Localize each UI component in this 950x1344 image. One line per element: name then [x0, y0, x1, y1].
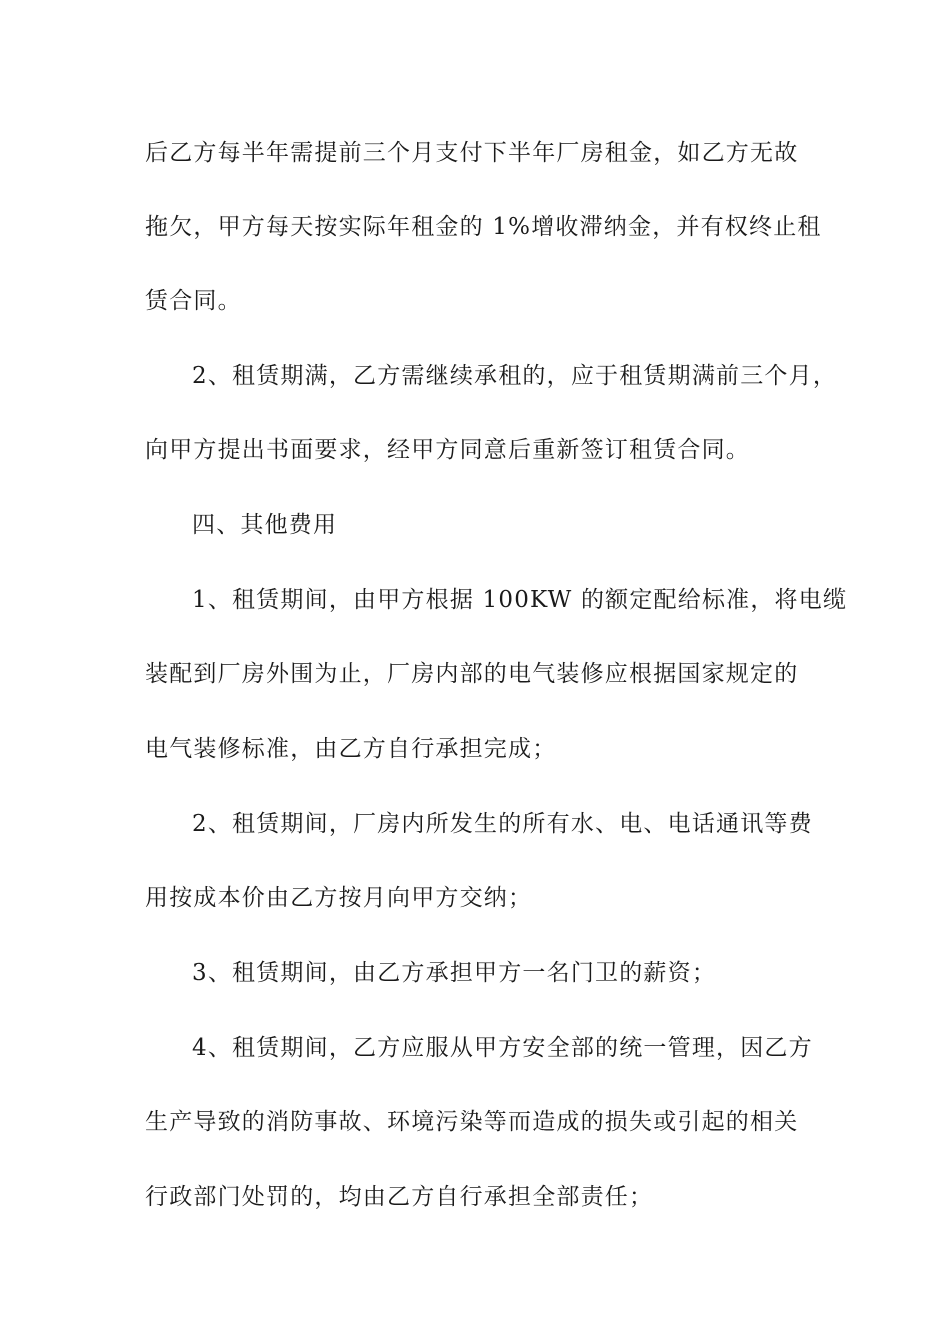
text-line-10: 2、租赁期间，厂房内所发生的所有水、电、电话通讯等费 [192, 811, 813, 837]
text-line-3: 赁合同。 [145, 288, 242, 314]
text-line-8: 装配到厂房外围为止，厂房内部的电气装修应根据国家规定的 [145, 661, 799, 687]
text-line-9: 电气装修标准，由乙方自行承担完成； [145, 736, 557, 762]
text-line-4: 2、租赁期满，乙方需继续承租的，应于租赁期满前三个月， [192, 363, 838, 389]
text-line-13: 4、租赁期间，乙方应服从甲方安全部的统一管理，因乙方 [192, 1035, 813, 1061]
text-line-2: 拖欠，甲方每天按实际年租金的 1%增收滞纳金，并有权终止租 [145, 214, 822, 240]
text-line-5: 向甲方提出书面要求，经甲方同意后重新签订租赁合同。 [145, 437, 750, 463]
text-line-7: 1、租赁期间，由甲方根据 100KW 的额定配给标准，将电缆 [192, 587, 848, 613]
text-line-15: 行政部门处罚的，均由乙方自行承担全部责任； [145, 1184, 654, 1210]
text-line-12: 3、租赁期间，由乙方承担甲方一名门卫的薪资； [192, 960, 717, 986]
section-heading: 四、其他费用 [192, 512, 338, 538]
text-line-14: 生产导致的消防事故、环境污染等而造成的损失或引起的相关 [145, 1109, 799, 1135]
text-line-1: 后乙方每半年需提前三个月支付下半年厂房租金，如乙方无故 [145, 140, 799, 166]
text-line-11: 用按成本价由乙方按月向甲方交纳； [145, 885, 533, 911]
